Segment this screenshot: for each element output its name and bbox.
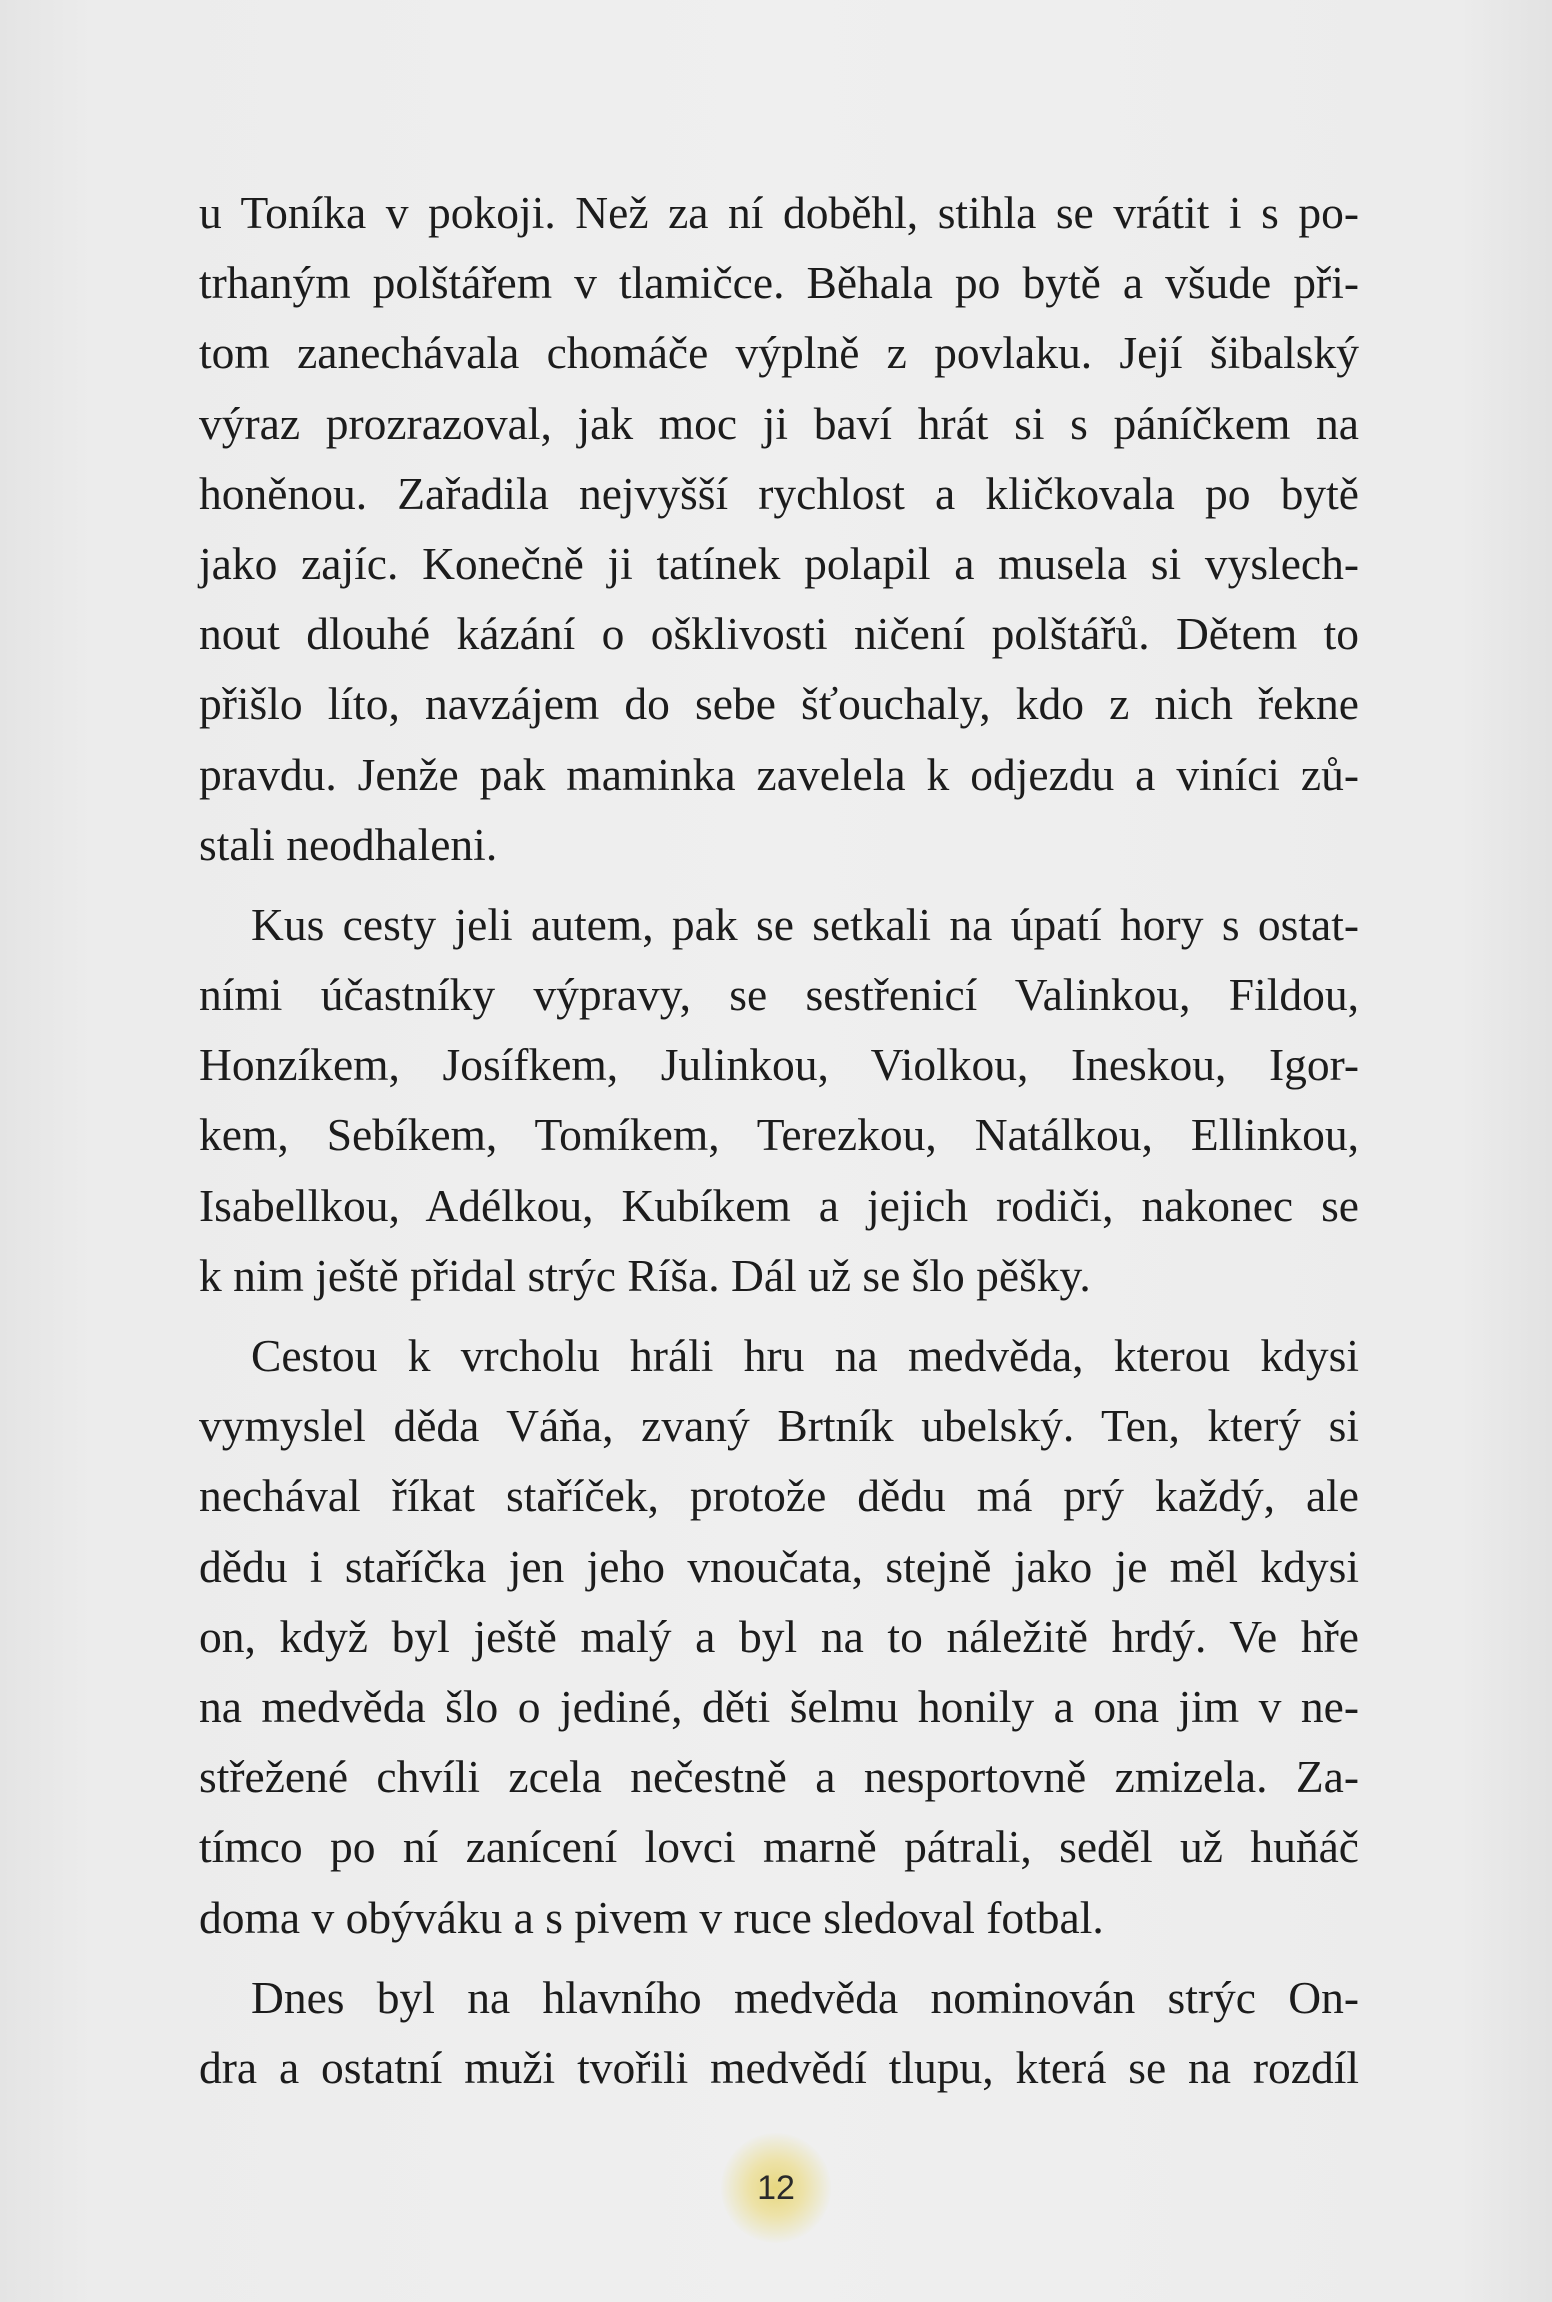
text-line: dra a ostatní muži tvořili medvědí tlupu, která se na rozdíl <box>199 2041 1359 2093</box>
text-line: přišlo líto, navzájem do sebe šťouchaly, kdo z nich řekne <box>199 678 1359 730</box>
text-line: na medvěda šlo o jediné, děti šelmu honily a ona jim v ne- <box>199 1680 1359 1732</box>
text-line: honěnou. Zařadila nejvyšší rychlost a kličkovala po bytě <box>199 467 1359 519</box>
paragraph-4 <box>199 1963 1359 2103</box>
paragraph-1 <box>199 178 1359 880</box>
text-line: Honzíkem, Josífkem, Julinkou, Violkou, Ineskou, Igor- <box>199 1039 1359 1091</box>
text-line: Kus cesty jeli autem, pak se setkali na úpatí hory s ostat- <box>251 898 1359 950</box>
text-line: stali neodhaleni. <box>199 818 498 870</box>
text-line: Cestou k vrcholu hráli hru na medvěda, kterou kdysi <box>251 1330 1359 1381</box>
text-line: doma v obýváku a s pivem v ruce sledoval fotbal. <box>199 1891 1104 1943</box>
text-line: nout dlouhé kázání o ošklivosti ničení polštářů. Dětem to <box>199 608 1359 660</box>
paragraph-3 <box>199 1321 1359 1953</box>
text-line: Dnes byl na hlavního medvěda nominován strýc On- <box>251 1971 1359 2023</box>
text-line: vymyslel děda Váňa, zvaný Brtník ubelský. Ten, který si <box>199 1400 1359 1452</box>
text-line: jako zajíc. Konečně ji tatínek polapil a musela si vyslech- <box>199 537 1359 589</box>
text-line: on, když byl ještě malý a byl na to náležitě hrdý. Ve hře <box>199 1610 1359 1662</box>
text-line: ními účastníky výpravy, se sestřenicí Valinkou, Fildou, <box>199 969 1359 1021</box>
text-line: tom zanechávala chomáče výplně z povlaku. Její šibalský <box>199 327 1359 379</box>
paragraph-2 <box>199 890 1359 1311</box>
text-line: dědu i staříčka jen jeho vnoučata, stejně jako je měl kdysi <box>199 1540 1359 1592</box>
text-line: u Toníka v pokoji. Než za ní doběhl, stihla se vrátit i s po- <box>199 187 1359 238</box>
text-line: výraz prozrazoval, jak moc ji baví hrát si s páníčkem na <box>199 397 1359 449</box>
page-number-badge <box>721 2133 831 2243</box>
text-line: kem, Sebíkem, Tomíkem, Terezkou, Natálkou, Ellinkou, <box>199 1109 1359 1161</box>
text-line: k nim ještě přidal strýc Ríša. Dál už se šlo pěšky. <box>199 1249 1091 1301</box>
body-text <box>199 178 1359 2103</box>
text-line: trhaným polštářem v tlamičce. Běhala po bytě a všude při- <box>199 257 1359 309</box>
page-number: 12 <box>757 2168 795 2207</box>
text-line: střežené chvíli zcela nečestně a nesportovně zmizela. Za- <box>199 1751 1359 1803</box>
text-line: pravdu. Jenže pak maminka zavelela k odjezdu a viníci zů- <box>199 748 1359 800</box>
text-line: nechával říkat staříček, protože dědu má prý každý, ale <box>199 1470 1359 1522</box>
text-line: tímco po ní zanícení lovci marně pátrali, seděl už huňáč <box>199 1821 1359 1873</box>
text-line: Isabellkou, Adélkou, Kubíkem a jejich rodiči, nakonec se <box>199 1179 1359 1231</box>
